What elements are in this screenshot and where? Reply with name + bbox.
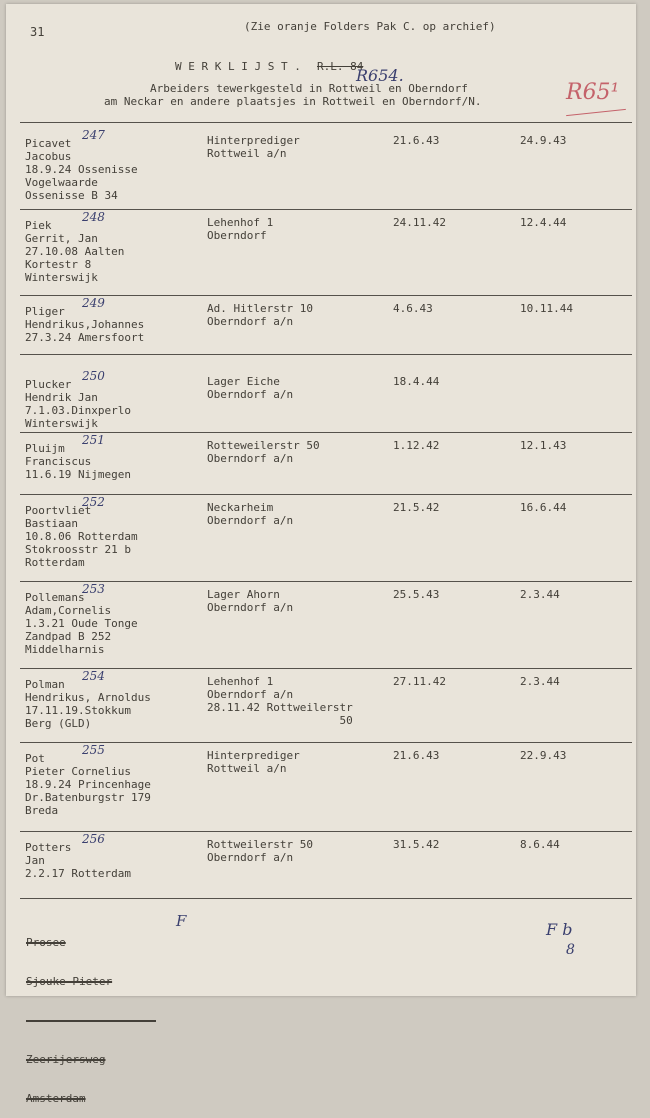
entry-number: 252 bbox=[82, 495, 105, 509]
entry-surname: Pot bbox=[25, 752, 45, 765]
entry-address: Rottweilerstr 50 Oberndorf a/n bbox=[207, 838, 313, 864]
mark-8: 8 bbox=[566, 942, 575, 958]
entry-surname: Pollemans bbox=[25, 591, 85, 604]
page-number: 31 bbox=[30, 25, 45, 39]
entry-details: Bastiaan 10.8.06 Rotterdam Stokroosstr 21 b Rotterdam bbox=[25, 517, 138, 569]
struck-line bbox=[26, 1020, 156, 1022]
entry-details: Adam,Cornelis 1.3.21 Oude Tonge Zandpad B 252 Middelharnis bbox=[25, 604, 138, 656]
entry-details: Hendrikus, Arnoldus 17.11.19.Stokkum Berg (GLD) bbox=[25, 691, 151, 730]
entry-number: 254 bbox=[82, 669, 105, 683]
entry-date-from: 21.6.43 bbox=[393, 134, 440, 147]
row-divider bbox=[20, 209, 632, 210]
row-divider bbox=[20, 295, 632, 296]
subtitle-line-1: Arbeiders tewerkgesteld in Rottweil en Oberndorf bbox=[150, 82, 468, 95]
entry-surname: Pliger bbox=[25, 305, 65, 318]
mark-f: F bbox=[176, 912, 187, 930]
entry-date-from: 25.5.43 bbox=[393, 588, 440, 601]
entry-address: Lehenhof 1 Oberndorf bbox=[207, 216, 274, 242]
entry-date-to: 16.6.44 bbox=[520, 501, 567, 514]
row-divider bbox=[20, 898, 632, 899]
entry-details: Gerrit, Jan 27.10.08 Aalten Kortestr 8 Winterswijk bbox=[25, 232, 125, 284]
entry-surname: Poortvliet bbox=[25, 504, 92, 517]
title-struck-code: R.L. 84 bbox=[317, 60, 364, 73]
entry-date-from: 27.11.42 bbox=[393, 675, 446, 688]
page-title: W E R K L I J S T . bbox=[175, 60, 301, 73]
struck-line: Zeerijersweg bbox=[26, 1053, 106, 1066]
entry-surname: Potters bbox=[25, 841, 72, 854]
entry-surname: Polman bbox=[25, 678, 65, 691]
entry-date-to: 24.9.43 bbox=[520, 134, 567, 147]
entry-number: 253 bbox=[82, 582, 105, 596]
entry-date-from: 21.6.43 bbox=[393, 749, 440, 762]
entry-address: Ad. Hitlerstr 10 Oberndorf a/n bbox=[207, 302, 313, 328]
struck-line: Sjouke Pieter bbox=[26, 975, 113, 988]
entry-address: Lager Eiche Oberndorf a/n bbox=[207, 375, 294, 401]
entry-surname: Plucker bbox=[25, 378, 72, 391]
entry-date-to: 12.4.44 bbox=[520, 216, 567, 229]
entry-date-to: 10.11.44 bbox=[520, 302, 573, 315]
entry-surname: Pluijm bbox=[25, 442, 65, 455]
entry-address: Hinterprediger Rottweil a/n bbox=[207, 134, 300, 160]
row-divider bbox=[20, 581, 632, 582]
entry-date-to: 2.3.44 bbox=[520, 675, 560, 688]
entry-address: Rotteweilerstr 50 Oberndorf a/n bbox=[207, 439, 320, 465]
handwritten-code: R654. bbox=[356, 66, 404, 85]
row-divider bbox=[20, 494, 632, 495]
entry-number: 251 bbox=[82, 433, 105, 447]
row-divider bbox=[20, 122, 632, 123]
entry-date-to: 8.6.44 bbox=[520, 838, 560, 851]
entry-number: 255 bbox=[82, 743, 105, 757]
entry-address: Hinterprediger Rottweil a/n bbox=[207, 749, 300, 775]
entry-address: Lehenhof 1 Oberndorf a/n 28.11.42 Rottweilerstr 50 bbox=[207, 675, 353, 727]
mark-fb: F b bbox=[546, 920, 573, 939]
row-divider bbox=[20, 668, 632, 669]
entry-surname: Piek bbox=[25, 219, 52, 232]
entry-details: Franciscus 11.6.19 Nijmegen bbox=[25, 455, 131, 481]
entry-date-to: 12.1.43 bbox=[520, 439, 567, 452]
entry-date-from: 24.11.42 bbox=[393, 216, 446, 229]
entry-date-from: 1.12.42 bbox=[393, 439, 440, 452]
entry-date-to: 22.9.43 bbox=[520, 749, 567, 762]
entry-date-from: 21.5.42 bbox=[393, 501, 440, 514]
entry-details: Hendrik Jan 7.1.03.Dinxperlo Winterswijk bbox=[25, 391, 131, 430]
entry-date-to: 2.3.44 bbox=[520, 588, 560, 601]
row-divider bbox=[20, 354, 632, 355]
entry-details: Hendrikus,Johannes 27.3.24 Amersfoort bbox=[25, 318, 145, 344]
subtitle-line-2: am Neckar en andere plaatsjes in Rottweil en Oberndorf/N. bbox=[104, 95, 482, 108]
entry-number: 256 bbox=[82, 832, 105, 846]
entry-surname: Picavet bbox=[25, 137, 72, 150]
entry-number: 249 bbox=[82, 296, 105, 310]
entry-number: 250 bbox=[82, 369, 105, 383]
entry-details: Pieter Cornelius 18.9.24 Princenhage Dr.Batenburgstr 179 Breda bbox=[25, 765, 151, 817]
entry-address: Lager Ahorn Oberndorf a/n bbox=[207, 588, 294, 614]
row-divider bbox=[20, 432, 632, 433]
entry-details: Jacobus 18.9.24 Ossenisse Vogelwaarde Ossenisse B 34 bbox=[25, 150, 138, 202]
struck-line: Amsterdam bbox=[26, 1092, 86, 1105]
entry-address: Neckarheim Oberndorf a/n bbox=[207, 501, 294, 527]
folder-note: (Zie oranje Folders Pak C. op archief) bbox=[244, 20, 496, 33]
entry-number: 248 bbox=[82, 210, 105, 224]
struck-entry bbox=[26, 910, 156, 1118]
entry-date-from: 4.6.43 bbox=[393, 302, 433, 315]
row-divider bbox=[20, 742, 632, 743]
entry-date-from: 31.5.42 bbox=[393, 838, 440, 851]
red-archive-code: R65¹ bbox=[566, 80, 620, 105]
struck-line: Prosee bbox=[26, 936, 66, 949]
row-divider bbox=[20, 831, 632, 832]
entry-details: Jan 2.2.17 Rotterdam bbox=[25, 854, 131, 880]
entry-date-from: 18.4.44 bbox=[393, 375, 440, 388]
entry-number: 247 bbox=[82, 128, 105, 142]
